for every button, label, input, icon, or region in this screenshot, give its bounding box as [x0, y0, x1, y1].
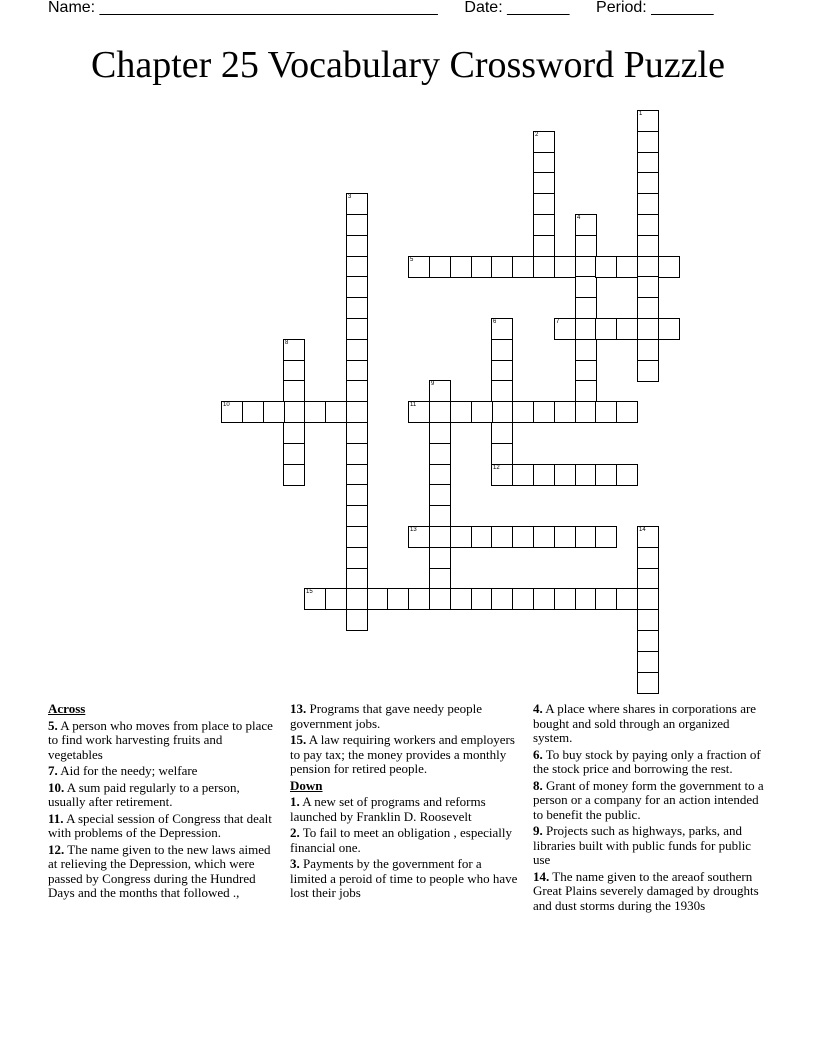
crossword-cell[interactable] — [346, 443, 368, 465]
clue-number-label: 1. — [290, 794, 300, 809]
clues-column-1 — [48, 702, 276, 903]
crossword-cell[interactable] — [346, 214, 368, 236]
crossword-cell[interactable] — [533, 588, 555, 610]
clue-text: To buy stock by paying only a fraction of the stock price and borrowing the rest. — [533, 746, 761, 776]
clue-text: A special session of Congress that dealt with problems of the Depression. — [48, 810, 272, 840]
period-field-label: Period: _______ — [596, 0, 714, 16]
crossword-cell[interactable] — [575, 256, 597, 278]
crossword-cell[interactable] — [595, 526, 617, 548]
clue-item — [290, 702, 520, 731]
clue-number: 14 — [639, 527, 646, 533]
clue-number: 6 — [493, 319, 497, 325]
clue-number-label: 6. — [533, 746, 543, 762]
clue-number: 9 — [431, 381, 435, 387]
crossword-cell[interactable] — [304, 401, 326, 423]
clue-item — [533, 870, 767, 914]
crossword-cell[interactable] — [346, 588, 368, 610]
crossword-cell[interactable] — [408, 526, 430, 548]
clue-number: 8 — [285, 340, 289, 346]
clue-number-label: 4. — [533, 701, 543, 716]
crossword-cell[interactable] — [408, 588, 430, 610]
clues-column-2 — [290, 702, 520, 903]
crossword-cell[interactable] — [637, 526, 659, 548]
clue-number: 7 — [556, 319, 560, 325]
crossword-cell[interactable] — [616, 464, 638, 486]
crossword-cell[interactable] — [367, 588, 389, 610]
clue-item — [48, 764, 276, 779]
crossword-cell[interactable] — [575, 339, 597, 361]
clue-text: A new set of programs and reforms launched by Franklin D. Roosevelt — [290, 794, 486, 824]
crossword-cell[interactable] — [575, 588, 597, 610]
crossword-cell[interactable] — [637, 297, 659, 319]
crossword-cell[interactable] — [450, 401, 472, 423]
crossword-cell[interactable] — [429, 484, 451, 506]
crossword-cell[interactable] — [658, 318, 680, 340]
clue-number: 10 — [223, 402, 230, 408]
crossword-cell[interactable] — [595, 401, 617, 423]
crossword-cell[interactable] — [637, 588, 659, 610]
clue-text: Aid for the needy; welfare — [57, 763, 198, 778]
clue-item — [48, 843, 276, 901]
crossword-cell[interactable] — [491, 380, 513, 402]
crossword-cell[interactable] — [637, 193, 659, 215]
crossword-cell[interactable] — [283, 339, 305, 361]
date-field-label: Date: _______ — [464, 0, 570, 16]
clue-text: To fail to meet an obligation , especially financial one. — [290, 825, 512, 855]
crossword-cell[interactable] — [533, 401, 555, 423]
crossword-cell[interactable] — [325, 401, 347, 423]
crossword-cell[interactable] — [637, 318, 659, 340]
clue-number: 11 — [410, 402, 417, 408]
crossword-cell[interactable] — [491, 256, 513, 278]
clue-number-label: 7. — [48, 763, 58, 778]
crossword-cell[interactable] — [533, 235, 555, 257]
crossword-cell[interactable] — [533, 256, 555, 278]
crossword-cell[interactable] — [637, 609, 659, 631]
crossword-cell[interactable] — [346, 505, 368, 527]
crossword-cell[interactable] — [491, 422, 513, 444]
crossword-cell[interactable] — [512, 464, 534, 486]
clue-text: The name given to the new laws aimed at relieving the Depression, which were passed by Congress during the Hundred Days and the months that followed ., — [48, 841, 271, 900]
crossword-cell[interactable] — [554, 588, 576, 610]
crossword-cell[interactable] — [512, 401, 534, 423]
crossword-cell[interactable] — [346, 401, 368, 423]
crossword-cell[interactable] — [429, 422, 451, 444]
crossword-cell[interactable] — [429, 380, 451, 402]
clue-text: A place where shares in corporations are bought and sold through an organized system. — [533, 701, 757, 745]
crossword-cell[interactable] — [595, 464, 617, 486]
crossword-cell[interactable] — [575, 526, 597, 548]
crossword-cell[interactable] — [491, 464, 513, 486]
crossword-cell[interactable] — [637, 256, 659, 278]
crossword-cell[interactable] — [471, 401, 493, 423]
clue-number: 4 — [577, 215, 581, 221]
clue-item — [290, 826, 520, 855]
clue-item — [48, 812, 276, 841]
crossword-cell[interactable] — [533, 464, 555, 486]
crossword-cell[interactable] — [429, 588, 451, 610]
clue-number-label: 14. — [533, 868, 550, 884]
crossword-cell[interactable] — [346, 464, 368, 486]
crossword-cell[interactable] — [637, 110, 659, 132]
crossword-cell[interactable] — [512, 588, 534, 610]
crossword-cell[interactable] — [429, 547, 451, 569]
clue-text: Grant of money form the government to a person or a company for an action intended to benefit the public. — [533, 777, 764, 822]
crossword-cell[interactable] — [533, 193, 555, 215]
crossword-cell[interactable] — [595, 588, 617, 610]
clue-number: 5 — [410, 257, 414, 263]
crossword-cell[interactable] — [491, 318, 513, 340]
crossword-cell[interactable] — [637, 360, 659, 382]
crossword-cell[interactable] — [575, 214, 597, 236]
clue-section-heading: Across — [48, 701, 86, 716]
crossword-cell[interactable] — [283, 401, 305, 423]
crossword-cell[interactable] — [450, 256, 472, 278]
crossword-cell[interactable] — [533, 172, 555, 194]
crossword-cell[interactable] — [637, 131, 659, 153]
crossword-cell[interactable] — [616, 318, 638, 340]
clue-number-label: 11. — [48, 810, 64, 826]
clue-number: 15 — [306, 589, 313, 595]
crossword-cell[interactable] — [637, 152, 659, 174]
clue-section-heading: Down — [290, 777, 323, 793]
clue-number: 2 — [535, 132, 539, 138]
crossword-cell[interactable] — [346, 297, 368, 319]
crossword-cell[interactable] — [450, 526, 472, 548]
clue-item — [48, 781, 276, 810]
clue-item — [290, 857, 520, 901]
crossword-cell[interactable] — [637, 651, 659, 673]
crossword-cell[interactable] — [575, 401, 597, 423]
crossword-cell[interactable] — [242, 401, 264, 423]
crossword-cell[interactable] — [346, 422, 368, 444]
crossword-cell[interactable] — [616, 256, 638, 278]
clue-number: 3 — [348, 194, 352, 200]
crossword-cell[interactable] — [595, 318, 617, 340]
crossword-cell[interactable] — [283, 360, 305, 382]
clue-number: 13 — [410, 527, 417, 533]
crossword-cell[interactable] — [263, 401, 285, 423]
crossword-cell[interactable] — [637, 172, 659, 194]
crossword-cell[interactable] — [346, 193, 368, 215]
crossword-cell[interactable] — [283, 422, 305, 444]
crossword-cell[interactable] — [387, 588, 409, 610]
clue-text: A law requiring workers and employers to pay tax; the money provides a monthly pension for retired people. — [290, 732, 515, 776]
crossword-cell[interactable] — [325, 588, 347, 610]
crossword-cell[interactable] — [346, 318, 368, 340]
clue-text: Payments by the government for a limited a peroid of time to people who have lost their jobs — [290, 856, 518, 900]
crossword-cell[interactable] — [491, 588, 513, 610]
clue-number: 12 — [493, 465, 500, 471]
crossword-cell[interactable] — [283, 443, 305, 465]
crossword-cell[interactable] — [575, 360, 597, 382]
crossword-cell[interactable] — [512, 526, 534, 548]
crossword-cell[interactable] — [346, 609, 368, 631]
clue-number-label: 3. — [290, 856, 300, 871]
crossword-cell[interactable] — [471, 588, 493, 610]
crossword-cell[interactable] — [346, 360, 368, 382]
crossword-cell[interactable] — [491, 443, 513, 465]
clue-item — [290, 733, 520, 777]
crossword-cell[interactable] — [637, 568, 659, 590]
crossword-cell[interactable] — [637, 339, 659, 361]
crossword-cell[interactable] — [346, 526, 368, 548]
crossword-cell[interactable] — [346, 256, 368, 278]
clue-number-label: 8. — [533, 777, 543, 793]
crossword-cell[interactable] — [533, 526, 555, 548]
crossword-cell[interactable] — [533, 214, 555, 236]
clue-number: 1 — [639, 111, 643, 117]
crossword-cell[interactable] — [491, 339, 513, 361]
crossword-cell[interactable] — [450, 588, 472, 610]
crossword-cell[interactable] — [471, 526, 493, 548]
clue-item — [290, 795, 520, 824]
clue-item — [48, 719, 276, 763]
crossword-cell[interactable] — [637, 276, 659, 298]
crossword-cell[interactable] — [429, 526, 451, 548]
crossword-cell[interactable] — [283, 380, 305, 402]
crossword-cell[interactable] — [221, 401, 243, 423]
crossword-cell[interactable] — [346, 235, 368, 257]
crossword-cell[interactable] — [491, 526, 513, 548]
clue-number-label: 9. — [533, 823, 543, 838]
crossword-cell[interactable] — [408, 401, 430, 423]
clue-number-label: 5. — [48, 717, 58, 733]
crossword-cell[interactable] — [346, 276, 368, 298]
crossword-cell[interactable] — [283, 464, 305, 486]
crossword-cell[interactable] — [616, 401, 638, 423]
crossword-cell[interactable] — [554, 401, 576, 423]
crossword-cell[interactable] — [554, 318, 576, 340]
crossword-cell[interactable] — [637, 547, 659, 569]
crossword-cell[interactable] — [575, 276, 597, 298]
crossword-cell[interactable] — [637, 214, 659, 236]
clue-number-label: 12. — [48, 841, 65, 857]
crossword-cell[interactable] — [575, 318, 597, 340]
clue-item — [533, 702, 767, 746]
crossword-cell[interactable] — [533, 152, 555, 174]
crossword-cell[interactable] — [429, 401, 451, 423]
clue-item — [533, 748, 767, 777]
clue-text: Projects such as highways, parks, and libraries built with public funds for public use — [533, 823, 752, 867]
crossword-cell[interactable] — [575, 297, 597, 319]
crossword-cell[interactable] — [491, 401, 513, 423]
clue-item — [533, 779, 767, 823]
name-field-label: Name: ______________________________________ — [48, 0, 438, 16]
clue-number-label: 15. — [290, 732, 307, 747]
clue-number-label: 2. — [290, 825, 300, 840]
crossword-cell[interactable] — [346, 547, 368, 569]
clue-number-label: 13. — [290, 701, 307, 716]
crossword-cell[interactable] — [512, 256, 534, 278]
crossword-cell[interactable] — [637, 630, 659, 652]
crossword-cell[interactable] — [554, 256, 576, 278]
crossword-cell[interactable] — [554, 526, 576, 548]
crossword-cell[interactable] — [637, 672, 659, 694]
clue-item — [533, 824, 767, 868]
crossword-cell[interactable] — [429, 443, 451, 465]
crossword-cell[interactable] — [491, 360, 513, 382]
clue-text: A sum paid regularly to a person, usually after retirement. — [48, 779, 240, 809]
crossword-cell[interactable] — [346, 339, 368, 361]
crossword-cell[interactable] — [575, 464, 597, 486]
crossword-cell[interactable] — [429, 464, 451, 486]
crossword-cell[interactable] — [637, 235, 659, 257]
crossword-cell[interactable] — [304, 588, 326, 610]
crossword-cell[interactable] — [429, 256, 451, 278]
crossword-cell[interactable] — [471, 256, 493, 278]
crossword-cell[interactable] — [658, 256, 680, 278]
clue-text: A person who moves from place to place to find work harvesting fruits and vegetables — [48, 717, 273, 762]
crossword-cell[interactable] — [616, 588, 638, 610]
crossword-cell[interactable] — [554, 464, 576, 486]
crossword-cell[interactable] — [346, 484, 368, 506]
crossword-cell[interactable] — [346, 568, 368, 590]
crossword-cell[interactable] — [533, 131, 555, 153]
crossword-cell[interactable] — [429, 505, 451, 527]
clue-text: Programs that gave needy people government jobs. — [290, 701, 483, 731]
crossword-cell[interactable] — [575, 235, 597, 257]
crossword-cell[interactable] — [595, 256, 617, 278]
crossword-cell[interactable] — [408, 256, 430, 278]
clues-column-3 — [533, 702, 767, 915]
crossword-cell[interactable] — [575, 380, 597, 402]
clue-number-label: 10. — [48, 779, 65, 795]
crossword-cell[interactable] — [429, 568, 451, 590]
page-title: Chapter 25 Vocabulary Crossword Puzzle — [91, 44, 725, 86]
clue-text: The name given to the areaof southern Great Plains severely damaged by droughts and dust storms during the 1930s — [533, 868, 759, 913]
crossword-cell[interactable] — [346, 380, 368, 402]
